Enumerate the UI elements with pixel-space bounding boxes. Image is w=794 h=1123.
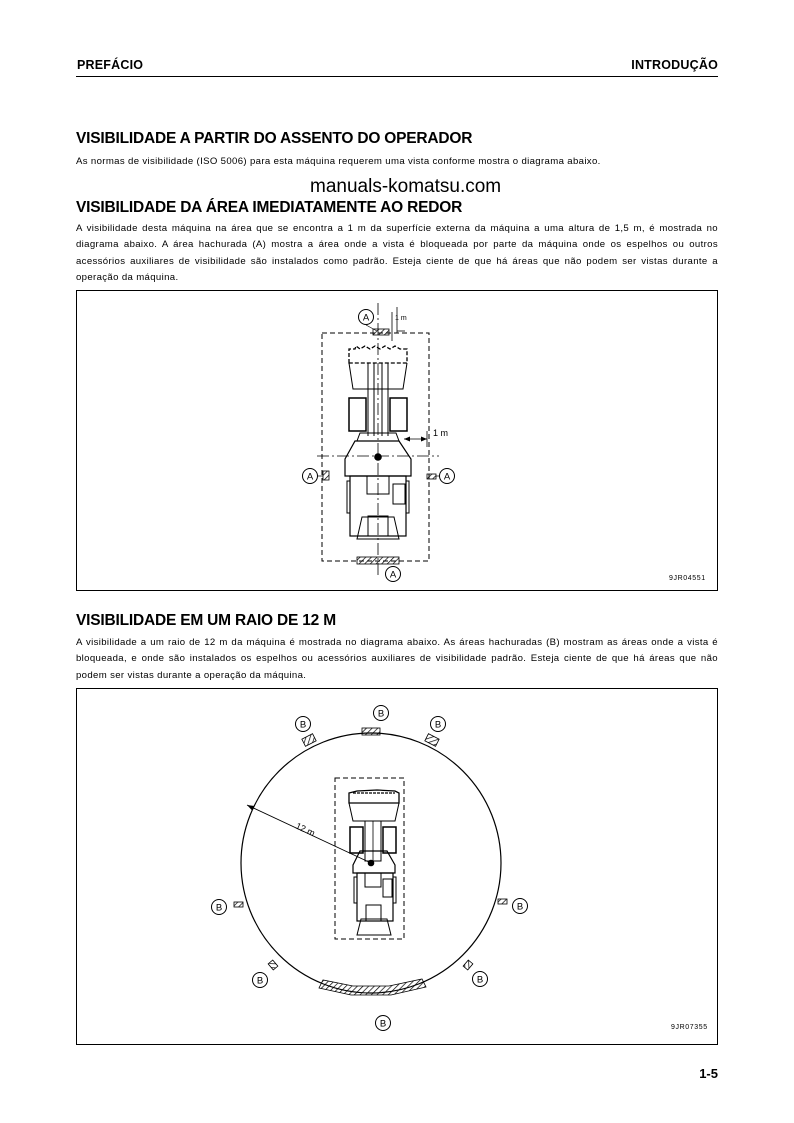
section-immediate-area-text: A visibilidade desta máquina na área que se encontra a 1 m da superfície externa da máquina a uma altura de 1,5 m, é mostrada no diagrama abaixo. A área hachurada (A) mostra a área onde a vista é bloqueada por parte da máquina onde os espelhos ou outros acessórios auxiliares de visibilidade são instalados como padrão. Esteja ciente de que há áreas que não podem ser vistas durante a operação da máquina.: [76, 223, 718, 284]
marker-a-top-label: A: [362, 312, 370, 324]
marker-a-right-label: A: [443, 471, 451, 483]
marker-b-bottom: [376, 1016, 391, 1031]
marker-a-left: [303, 469, 318, 484]
marker-b-top-right: [431, 717, 446, 732]
marker-b-bottom-right: [473, 972, 488, 987]
header-section-left: PREFÁCIO: [77, 58, 144, 72]
marker-b-bottom-left: [253, 973, 268, 988]
marker-a-bottom-label: A: [389, 569, 397, 581]
page-number: 1-5: [699, 1066, 718, 1081]
marker-b-bottom-label: B: [379, 1018, 387, 1030]
section-operator-seat-text: As normas de visibilidade (ISO 5006) para esta máquina requerem uma vista conforme mostra o diagrama abaixo.: [76, 156, 601, 167]
radius-label: 12 m: [294, 820, 317, 839]
section-12m-radius-text: A visibilidade a um raio de 12 m da máquina é mostrada no diagrama abaixo. As áreas hachuradas (B) mostram as áreas onde a vista é bloqueada, e onde são instalados os espelhos ou acessórios auxiliares de visibilidade padrão. Esteja ciente de que há áreas que não podem ser vistas durante a operação da máquina.: [76, 637, 718, 681]
header-divider: [76, 76, 718, 77]
marker-b-top-left-label: B: [299, 719, 307, 731]
figure-immediate-area: [76, 290, 718, 591]
dimension-side-label: 1 m: [433, 428, 449, 438]
marker-a-top: [359, 310, 374, 325]
marker-b-top-left: [296, 717, 311, 732]
figure-12m-radius: [76, 688, 718, 1045]
marker-a-right: [440, 469, 455, 484]
marker-b-left: [212, 900, 227, 915]
marker-b-bottom-right-label: B: [476, 974, 484, 986]
watermark-text: manuals-komatsu.com: [310, 176, 502, 197]
marker-b-top-label: B: [377, 708, 385, 720]
figure-12m-radius-drawing: [77, 689, 719, 1046]
marker-a-left-label: A: [306, 471, 314, 483]
section-12m-radius-title: VISIBILIDADE EM UM RAIO DE 12 M: [76, 612, 336, 629]
marker-b-top-right-label: B: [434, 719, 442, 731]
dimension-top-label: 1 m: [395, 315, 407, 322]
marker-b-bottom-left-label: B: [256, 975, 264, 987]
marker-b-left-label: B: [215, 902, 223, 914]
marker-b-right: [513, 899, 528, 914]
marker-b-right-label: B: [516, 901, 524, 913]
header-section-right: INTRODUÇÃO: [631, 58, 718, 72]
figure-immediate-area-drawing: [77, 291, 719, 592]
marker-a-bottom: [386, 567, 401, 582]
section-operator-seat-title: VISIBILIDADE A PARTIR DO ASSENTO DO OPERADOR: [76, 130, 473, 147]
marker-b-top: [374, 706, 389, 721]
figure-immediate-area-code: 9JR04551: [669, 575, 706, 582]
figure-12m-radius-code: 9JR07355: [671, 1024, 708, 1031]
section-immediate-area-title: VISIBILIDADE DA ÁREA IMEDIATAMENTE AO REDOR: [76, 199, 463, 216]
